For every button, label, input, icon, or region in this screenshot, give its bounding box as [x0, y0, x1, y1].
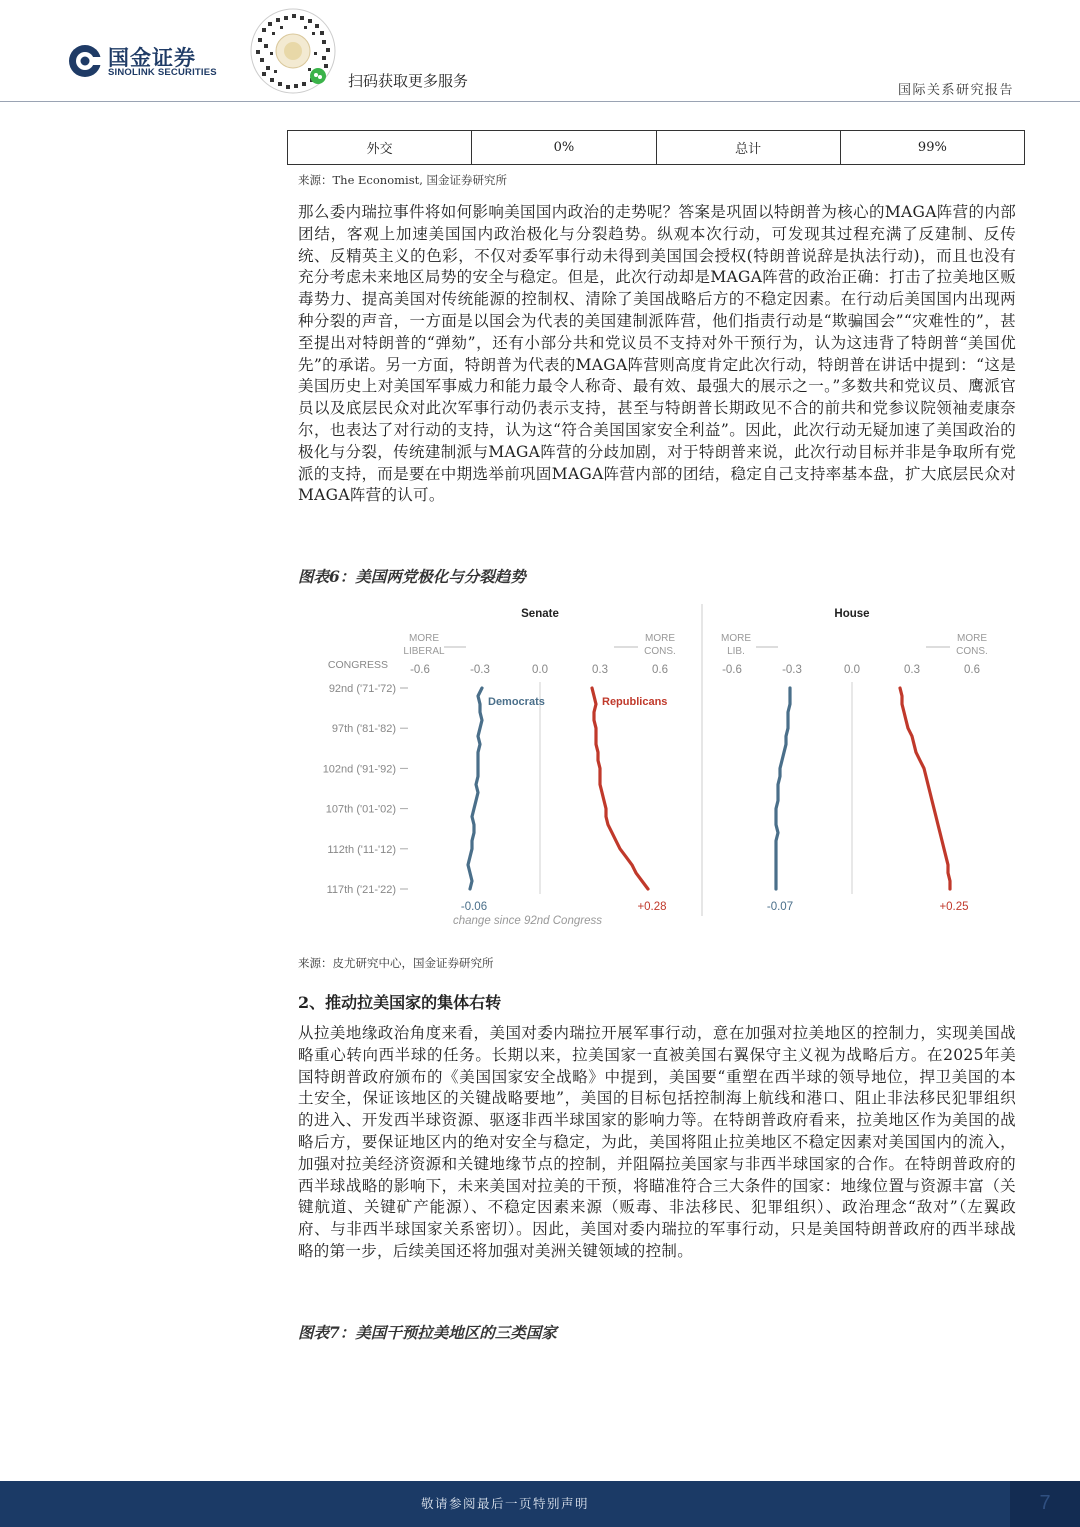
table-cell: 0%	[472, 131, 656, 165]
x-tick-label: -0.6	[722, 664, 742, 676]
change-label: -0.06	[460, 901, 488, 913]
footer-disclaimer-link[interactable]: 敬请参阅最后一页特别声明	[420, 1496, 589, 1511]
chart-footnote: change since 92nd Congress	[453, 915, 602, 927]
header-divider	[0, 101, 1080, 102]
page-header	[0, 0, 1080, 102]
qr-code-icon[interactable]	[250, 8, 336, 94]
qr-caption: 扫码获取更多服务	[348, 72, 469, 90]
table-cell: 99%	[840, 131, 1024, 165]
polarization-chart	[298, 596, 1018, 936]
x-tick-label: -0.3	[470, 664, 490, 676]
panel-title: House	[834, 608, 870, 620]
y-tick-label: 107th ('01-'02)	[325, 803, 396, 816]
logo-chinese-name: 国金证券	[108, 46, 196, 70]
chart-source-note: 来源：皮尤研究中心，国金证券研究所	[298, 956, 494, 970]
x-tick-label: 0.0	[844, 664, 860, 676]
sinolink-logo-icon	[68, 44, 102, 78]
section-2-title: 2、推动拉美国家的集体右转	[298, 993, 502, 1012]
right-edge-label: CONS.	[644, 646, 676, 657]
page-number: 7	[1039, 1492, 1051, 1514]
right-edge-label: MORE	[645, 633, 675, 644]
series-label-democrats: Democrats	[488, 696, 545, 708]
change-label: -0.07	[766, 901, 794, 913]
y-tick-label: 102nd ('91-'92)	[322, 763, 396, 776]
x-tick-label: 0.6	[964, 664, 980, 676]
republicans-line	[592, 688, 648, 889]
table-cell: 外交	[288, 131, 472, 165]
left-edge-label: MORE	[721, 633, 751, 644]
y-tick-label: 92nd ('71-'72)	[328, 683, 396, 695]
figure-6-title: 图表6：美国两党极化与分裂趋势	[298, 567, 526, 586]
y-tick-label: 117th ('21-'22)	[326, 884, 396, 896]
change-label: +0.25	[939, 901, 969, 913]
series-label-republicans: Republicans	[602, 696, 668, 708]
x-tick-label: 0.0	[532, 664, 548, 676]
body-paragraph-2: 从拉美地缘政治角度来看，美国对委内瑞拉开展军事行动，意在加强对拉美地区的控制力，实现美国战略重心转向西半球的任务。长期以来，拉美国家一直被美国右翼保守主义视为战略后方。在2025年美国特朗普政府颁布的《美国国家安全战略》中提到，美国要“重塑在西半球的领导地位，捍卫美国的本土安全，保证该地区的关键战略要地”，美国的目标包括控制海上航线和港口、阻止非法移民犯罪组织的进入、开发西半球资源、驱逐非西半球国家的影响力等。在特朗普政府看来，拉美地区作为美国的战略后方，要保证地区内的绝对安全与稳定，为此，美国将阻止拉美地区不稳定因素对美国国内的流入，加强对拉美经济资源和关键地缘节点的控制，并阻隔拉美国家与非西半球国家的合作。在特朗普政府的西半球战略的影响下，未来美国对拉美的干预，将瞄准符合三大条件的国家：地缘位置与资源丰富（关键航道、关键矿产能源）、不稳定因素来源（贩毒、非法移民、犯罪组织）、政治理念“敌对”（左翼政府、与非西半球国家关系密切）。因此，美国对委内瑞拉的军事行动，只是美国特朗普政府的西半球战略的第一步，后续美国还将加强对美洲关键领域的控制。	[298, 1024, 1016, 1260]
x-tick-label: -0.3	[782, 664, 802, 676]
table-source-note: 来源：The Economist, 国金证券研究所	[298, 173, 508, 187]
logo-english-name: SINOLINK SECURITIES	[108, 67, 217, 78]
x-tick-label: 0.6	[652, 664, 668, 676]
right-edge-label: MORE	[957, 633, 987, 644]
right-edge-label: CONS.	[956, 646, 988, 657]
republicans-line	[900, 688, 950, 889]
left-edge-label: LIBERAL	[403, 646, 445, 657]
y-tick-label: 112th ('11-'12)	[327, 843, 396, 856]
figure-7-title: 图表7：美国干预拉美地区的三类国家	[298, 1323, 557, 1342]
democrats-line	[776, 688, 790, 889]
y-tick-label: 97th ('81-'82)	[331, 723, 396, 736]
body-paragraph-1: 那么委内瑞拉事件将如何影响美国国内政治的走势呢？答案是巩固以特朗普为核心的MAGA阵营的内部团结，客观上加速美国国内政治极化与分裂趋势。纵观本次行动，可发现其过程充满了反建制、反传统、反精英主义的色彩，不仅对委军事行动未得到美国国会授权(特朗普说辞是执法行动)，而且也没有充分考虑未来地区局势的安全与稳定。但是，此次行动却是MAGA阵营的政治正确：打击了拉美地区贩毒势力、提高美国对传统能源的控制权、清除了美国战略后方的不稳定因素。在行动后美国国内出现两种分裂的声音，一方面是以国会为代表的美国建制派阵营，他们指责行动是“欺骗国会”“灾难性的”，甚至提出对特朗普的“弹劾”，还有小部分共和党议员不支持对外干预行为，认为这违背了特朗普“美国优先”的承诺。另一方面，特朗普为代表的MAGA阵营则高度肯定此次行动，特朗普在讲话中提到：“这是美国历史上对美国军事威力和能力最令人称奇、最有效、最强大的展示之一。”多数共和党议员、鹰派官员以及底层民众对此次军事行动仍表示支持，甚至与特朗普长期政见不合的前共和党参议院领袖麦康奈尔，也表达了对行动的支持，认为这“符合美国国家安全利益”。因此，此次行动无疑加速了美国政治的极化与分裂，传统建制派与MAGA阵营的分歧加剧，对于特朗普来说，此次行动目标并非是争取所有党派的支持，而是要在中期选举前巩固MAGA阵营内部的团结，稳定自己支持率基本盘，扩大底层民众对MAGA阵营的认可。	[298, 203, 1016, 505]
change-label: +0.28	[637, 901, 667, 913]
table-row	[288, 131, 1025, 165]
democrats-line	[468, 688, 482, 889]
left-edge-label: MORE	[409, 633, 439, 644]
summary-table	[287, 130, 1025, 165]
left-edge-label: LIB.	[727, 646, 745, 657]
x-tick-label: 0.3	[592, 664, 608, 676]
y-axis-title: CONGRESS	[327, 659, 388, 671]
report-type-label: 国际关系研究报告	[897, 83, 1014, 98]
x-tick-label: 0.3	[904, 664, 920, 676]
x-tick-label: -0.6	[410, 664, 430, 676]
panel-title: Senate	[521, 608, 559, 620]
table-cell: 总计	[656, 131, 840, 165]
